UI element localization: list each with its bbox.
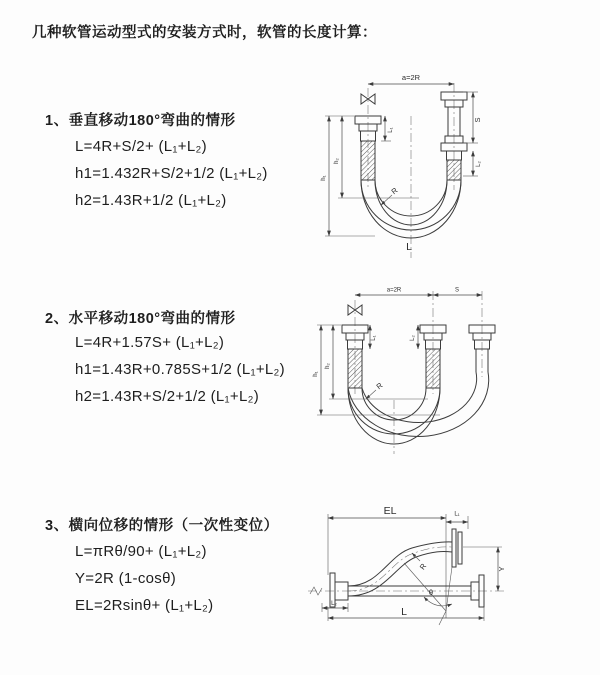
dim-label-s: S [454,287,460,294]
radius-label: R [374,380,385,392]
dim-label-a2r: a=2R [401,73,421,82]
section-3-heading: 3、横向位移的情形（一次性变位） [45,518,279,534]
page-title: 几种软管运动型式的安装方式时，软管的长度计算： [32,25,377,41]
radius-label: R [417,561,429,572]
dim-label-l2: L₂ [476,161,482,167]
dim-label-h1: h₁ [321,175,327,181]
diagram-vertical-180-bend [315,68,600,263]
section-1-formula-l: L=4R+S/2+ (L₁+L₂) [75,138,207,155]
diagram-horizontal-180-bend [310,282,600,462]
section-3-formula-el: EL=2Rsinθ+ (L₁+L₂) [75,597,214,614]
hose-braid [361,141,375,180]
radius-label: R [389,185,400,197]
section-3-formula-y: Y=2R (1-cosθ) [75,570,177,587]
dim-label-l2: L₂ [331,601,337,607]
length-label: L [406,241,412,253]
dim-label-l2: L₂ [410,335,416,341]
hose-wall [348,552,452,596]
section-2-formula-h2: h2=1.43R+S/2+1/2 (L₁+L₂) [75,388,260,405]
radius-leader [412,553,420,561]
section-3-formula-l: L=πRθ/90+ (L₁+L₂) [75,543,207,560]
dim-label-h2: h₂ [325,363,331,369]
dim-label-l1: L₁ [371,335,377,341]
section-2-heading: 2、水平移动180°弯曲的情形 [45,311,236,327]
dim-label-el: EL [383,505,397,517]
section-2-formula-l: L=4R+1.57S+ (L₁+L₂) [75,334,225,351]
section-1-formula-h1: h1=1.432R+S/2+1/2 (L₁+L₂) [75,165,268,182]
radius-leader [366,390,376,399]
dim-label-l1: L₁ [388,127,394,133]
section-1-heading: 1、垂直移动180°弯曲的情形 [45,113,236,129]
dim-label-s: S [473,117,482,123]
section-2-formula-h1: h1=1.43R+0.785S+1/2 (L₁+L₂) [75,361,285,378]
dim-label-a2r: a=2R [386,287,402,294]
flange [458,532,462,564]
angle-label: θ [428,588,434,597]
hose-arc [348,388,440,434]
dim-label-l: L [401,606,407,618]
hose-wall [348,542,452,586]
dim-label-y: Y [497,566,506,572]
flange [452,529,456,567]
centerline-break-mark [310,587,322,595]
dim-label-h1: h₁ [313,371,319,377]
hose-braid [447,160,461,180]
section-1-formula-h2: h2=1.43R+1/2 (L₁+L₂) [75,192,227,209]
dim-label-h2: h₂ [334,158,340,164]
hose-braid [426,349,440,388]
radius-leader [381,195,392,205]
dim-label-l1: L₁ [454,511,460,518]
hose-braid [348,349,362,388]
diagram-lateral-displacement [300,503,600,658]
